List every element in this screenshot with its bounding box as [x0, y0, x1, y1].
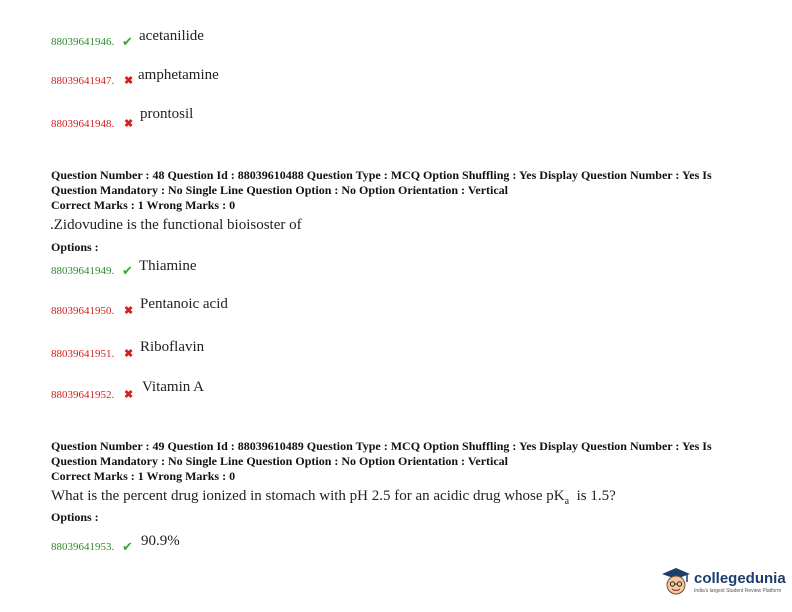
option-text: Pentanoic acid: [140, 296, 228, 312]
collegedunia-logo: [660, 566, 785, 600]
question-text: [51, 488, 616, 507]
question-text: .Zidovudine is the functional bioisoster of: [50, 217, 302, 233]
check-icon: ✔: [122, 539, 133, 554]
check-icon: ✔: [122, 34, 133, 49]
question-text-subscript: a: [564, 496, 570, 507]
option-text: acetanilide: [139, 28, 204, 44]
option-text: amphetamine: [138, 67, 219, 83]
cross-icon: ✖: [124, 389, 134, 401]
option-id: 88039641953.: [51, 541, 115, 553]
option-text: 90.9%: [141, 533, 180, 549]
question-meta: [51, 439, 751, 484]
option-text: Riboflavin: [140, 339, 205, 355]
question-meta-line: Question Number : 48 Question Id : 88039610488 Question Type : MCQ Option Shuffling : Yes Display Question Number : Yes Is: [51, 168, 712, 182]
cross-icon: ✖: [124, 348, 134, 360]
option-text: Thiamine: [139, 258, 197, 274]
options-label: Options :: [51, 240, 99, 254]
option-id: 88039641946.: [51, 36, 115, 48]
logo-brand: collegedunia: [694, 570, 786, 587]
question-marks: Correct Marks : 1 Wrong Marks : 0: [51, 198, 236, 212]
option-id: 88039641949.: [51, 265, 115, 277]
question-text-tail: is 1.5?: [569, 488, 616, 504]
option-text: prontosil: [140, 106, 194, 122]
cross-icon: ✖: [124, 75, 134, 87]
option-id: 88039641950.: [51, 305, 115, 317]
options-label: Options :: [51, 510, 99, 524]
question-marks: Correct Marks : 1 Wrong Marks : 0: [51, 469, 236, 483]
option-id: 88039641951.: [51, 348, 115, 360]
question-meta: [51, 168, 751, 213]
question-text-main: What is the percent drug ionized in stomach with pH 2.5 for an acidic drug whose pK: [51, 488, 565, 504]
question-meta-line: Question Number : 49 Question Id : 88039610489 Question Type : MCQ Option Shuffling : Yes Display Question Number : Yes Is: [51, 439, 712, 453]
option-text: Vitamin A: [142, 379, 205, 395]
option-id: 88039641952.: [51, 389, 115, 401]
graduate-mascot-icon: [660, 566, 692, 598]
cross-icon: ✖: [124, 305, 134, 317]
option-id: 88039641948.: [51, 118, 115, 130]
check-icon: ✔: [122, 263, 133, 278]
question-meta-line: Question Mandatory : No Single Line Question Option : No Option Orientation : Vertical: [51, 454, 509, 468]
logo-tagline: India's largest Student Review Platform: [694, 588, 782, 594]
question-meta-line: Question Mandatory : No Single Line Question Option : No Option Orientation : Vertical: [51, 183, 509, 197]
option-id: 88039641947.: [51, 75, 115, 87]
cross-icon: ✖: [124, 118, 134, 130]
